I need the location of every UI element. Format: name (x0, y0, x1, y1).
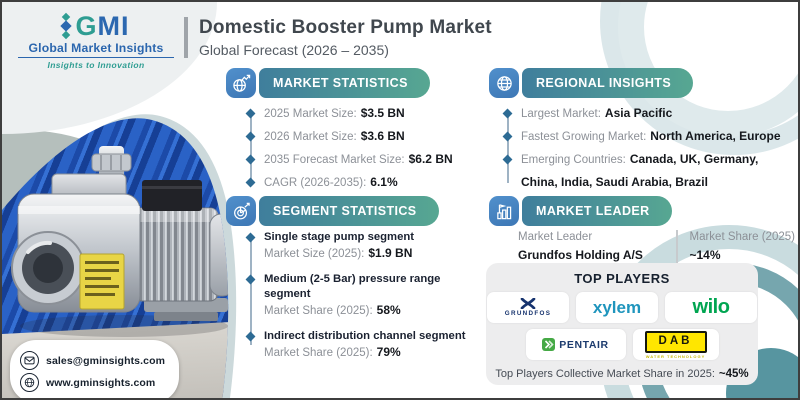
logo-grundfos: GRUNDFOS (487, 292, 569, 323)
page-subtitle: Global Forecast (2026 – 2035) (199, 42, 389, 58)
contact-website-row (20, 373, 165, 392)
market-leader-info (518, 230, 795, 266)
section-segment-statistics (226, 196, 439, 226)
logo-company-name: Global Market Insights (18, 41, 174, 58)
globe-grid-icon (489, 68, 519, 98)
section-title: REGIONAL INSIGHTS (522, 68, 693, 98)
section-market-leader (489, 196, 672, 226)
logo-diamond (61, 20, 72, 31)
section-title: MARKET STATISTICS (259, 68, 430, 98)
segment-statistics-list (247, 230, 473, 371)
list-item: Single stage pump segment Market Size (2025): $1.9 BN (247, 230, 473, 263)
logo-diamond (62, 31, 70, 39)
section-header (226, 68, 430, 98)
section-header (226, 196, 439, 226)
globe-chart-icon (226, 68, 256, 98)
section-regional-insights (489, 68, 693, 98)
contact-email-row (20, 351, 165, 370)
gmi-logo (18, 12, 174, 70)
section-header (489, 196, 672, 226)
logo-abbr: GMI (75, 11, 130, 41)
booster-pump-illustration (6, 146, 230, 346)
leader-building-icon (489, 196, 519, 226)
divider (676, 230, 678, 266)
title-block (184, 17, 492, 58)
section-title: SEGMENT STATISTICS (259, 196, 439, 226)
list-item: Largest Market: Asia Pacific (504, 102, 792, 125)
pie-chart-arrow-icon (226, 196, 256, 226)
logo-diamonds (62, 14, 70, 38)
top-players-row-2 (486, 329, 758, 360)
grundfos-mark-icon (520, 298, 536, 309)
list-item: Indirect distribution channel segment Market Share (2025): 79% (247, 329, 473, 362)
logo-pentair: PENTAIR (526, 329, 626, 360)
list-item: 2035 Forecast Market Size: $6.2 BN (247, 148, 453, 171)
list-item: 2026 Market Size: $3.6 BN (247, 125, 453, 148)
contact-email: sales@gminsights.com (46, 354, 166, 367)
email-icon (20, 351, 39, 370)
page-title: Domestic Booster Pump Market (199, 17, 492, 38)
top-players-row-1 (486, 292, 758, 323)
section-market-statistics (226, 68, 430, 98)
logo-dab: DAB WATER TECHNOLOGY (633, 329, 719, 360)
list-item: Fastest Growing Market: North America, Europe (504, 125, 792, 148)
list-item: CAGR (2026-2035): 6.1% (247, 171, 453, 194)
logo-wilo: wilo (665, 292, 757, 323)
logo-tagline: Insights to Innovation (47, 60, 145, 70)
leader-name-block: Market Leader Grundfos Holding A/S (518, 231, 643, 262)
market-statistics-list (247, 102, 453, 194)
leader-share-block: Market Share (2025) ~14% (689, 231, 795, 262)
contact-card (10, 340, 179, 400)
top-players-title: TOP PLAYERS (574, 271, 670, 286)
logo-xylem: xylem (576, 292, 658, 323)
section-title: MARKET LEADER (522, 196, 672, 226)
pentair-mark-icon (542, 338, 555, 351)
top-players-panel (486, 263, 758, 385)
section-header (489, 68, 693, 98)
globe-icon (20, 373, 39, 392)
list-item: 2025 Market Size: $3.5 BN (247, 102, 453, 125)
contact-website: www.gminsights.com (46, 376, 156, 389)
top-players-caption: Top Players Collective Market Share in 2025: ~45% (495, 368, 749, 380)
list-item: Medium (2-5 Bar) pressure range segment Market Share (2025): 58% (247, 272, 473, 320)
list-item: Emerging Countries: Canada, UK, Germany, China, India, Saudi Arabia, Brazil (504, 148, 792, 194)
regional-insights-list (504, 102, 792, 194)
